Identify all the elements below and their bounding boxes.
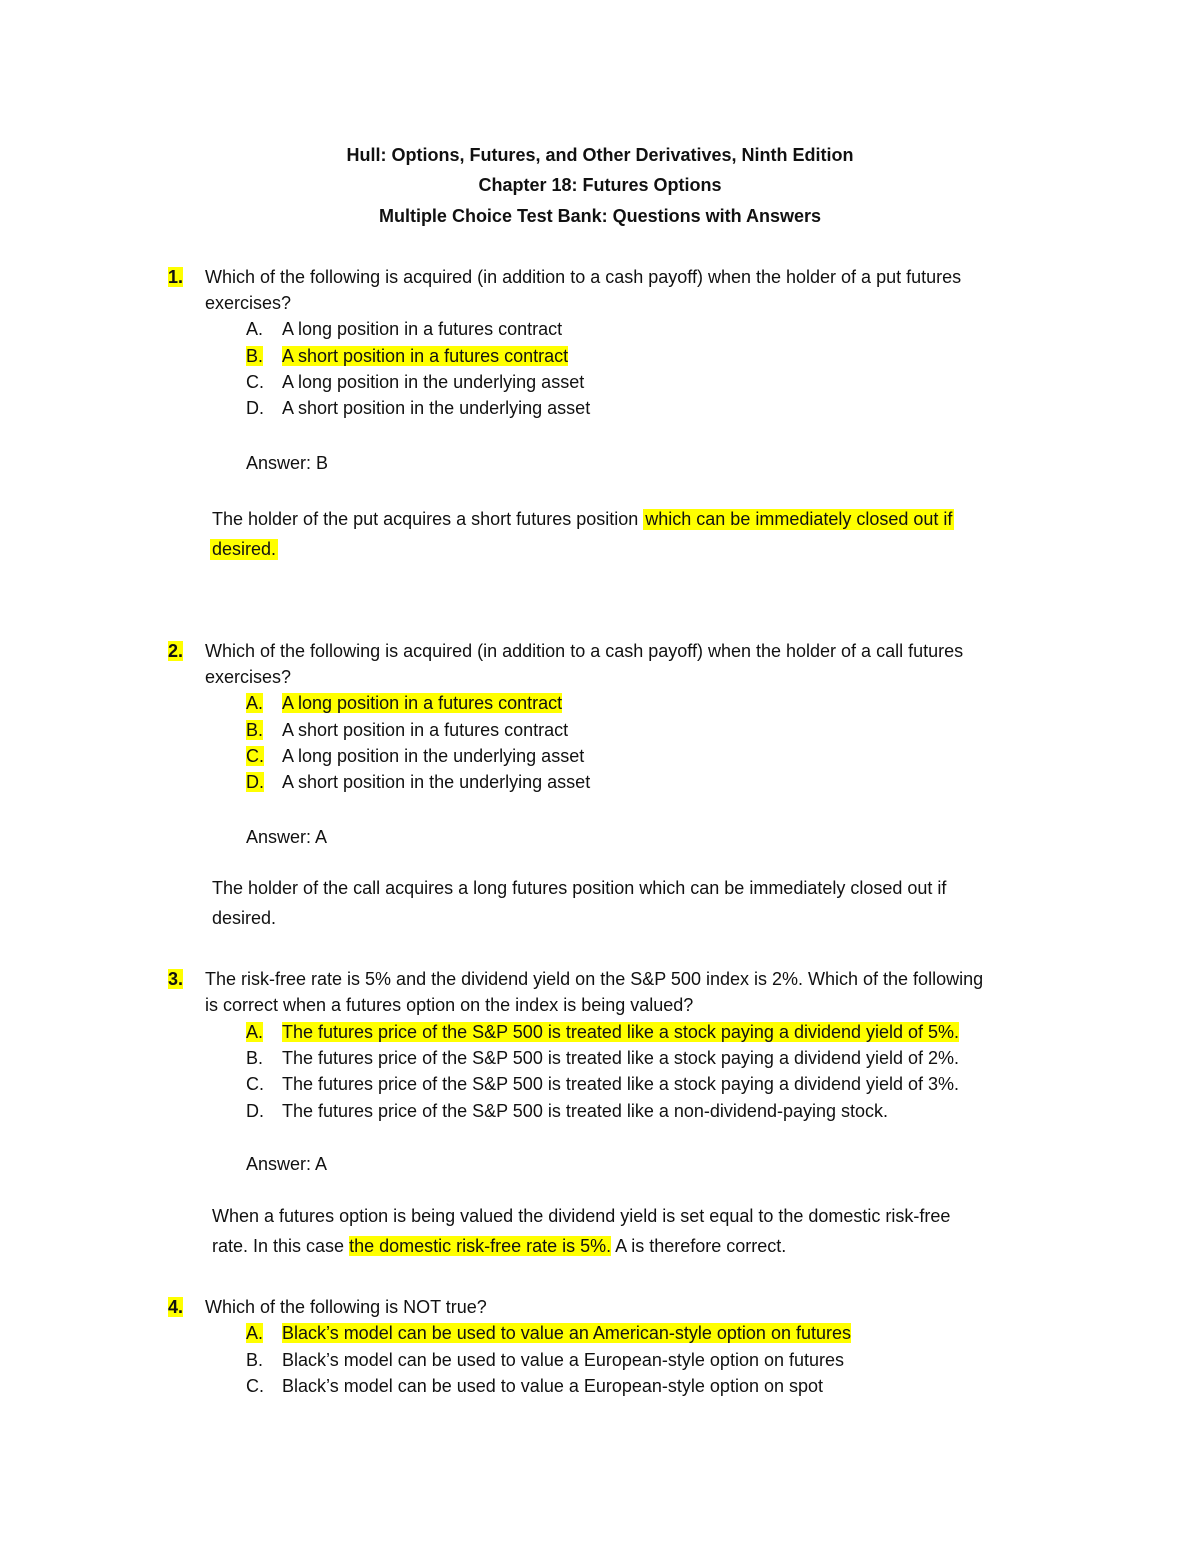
option-letter: B.	[246, 720, 264, 740]
answer-line: Answer: A	[246, 1154, 328, 1174]
question-number: 2.	[168, 641, 184, 661]
option-letter: B.	[246, 346, 264, 366]
question-stem: Which of the following is acquired (in addition to a cash payoff) when the holder of a call futures	[205, 641, 964, 661]
explanation-line: The holder of the call acquires a long futures position which can be immediately closed out if	[212, 878, 947, 898]
explanation-line: The holder of the put acquires a short futures position which can be immediately closed out if	[212, 509, 953, 529]
question-number: 3.	[168, 969, 184, 989]
explanation-line-cont: desired.	[212, 539, 277, 559]
option-text: A long position in the underlying asset	[282, 746, 585, 766]
question-stem-cont: exercises?	[205, 667, 292, 687]
option-text: The futures price of the S&P 500 is treated like a stock paying a dividend yield of 2%.	[282, 1048, 960, 1068]
option-letter: B.	[246, 1350, 264, 1370]
answer-line: Answer: B	[246, 453, 329, 473]
answer-line: Answer: A	[246, 827, 328, 847]
option-letter: A.	[246, 693, 264, 713]
option-text: A short position in a futures contract	[282, 720, 569, 740]
question-stem-cont: exercises?	[205, 293, 292, 313]
option-text: A long position in the underlying asset	[282, 372, 585, 392]
option-letter: C.	[246, 1376, 264, 1396]
option-text: A short position in the underlying asset	[282, 398, 591, 418]
option-text: Black’s model can be used to value a European-style option on spot	[282, 1376, 824, 1396]
chapter-title: Chapter 18: Futures Options	[478, 175, 722, 195]
option-text: A short position in the underlying asset	[282, 772, 591, 792]
option-letter: A.	[246, 1022, 264, 1042]
option-text: A long position in a futures contract	[282, 319, 563, 339]
document-title: Hull: Options, Futures, and Other Derivatives, Ninth Edition	[346, 145, 854, 165]
option-text: Black’s model can be used to value a European-style option on futures	[282, 1350, 845, 1370]
document-subtitle: Multiple Choice Test Bank: Questions with Answers	[378, 206, 822, 226]
explanation-line-cont: rate. In this case the domestic risk-free rate is 5%. A is therefore correct.	[212, 1236, 787, 1256]
option-text-correct: A short position in a futures contract	[282, 346, 569, 366]
option-text: The futures price of the S&P 500 is treated like a stock paying a dividend yield of 3%.	[282, 1074, 960, 1094]
option-letter: A.	[246, 319, 264, 339]
option-letter: B.	[246, 1048, 264, 1068]
explanation-line: When a futures option is being valued the dividend yield is set equal to the domestic risk-free	[212, 1206, 951, 1226]
option-text: The futures price of the S&P 500 is treated like a non-dividend-paying stock.	[282, 1101, 889, 1121]
explanation-line-cont: desired.	[212, 908, 277, 928]
question-stem: Which of the following is acquired (in addition to a cash payoff) when the holder of a put futures	[205, 267, 962, 287]
question-stem: Which of the following is NOT true?	[205, 1297, 487, 1317]
option-letter: D.	[246, 398, 264, 418]
option-letter: A.	[246, 1323, 264, 1343]
option-text-correct: The futures price of the S&P 500 is treated like a stock paying a dividend yield of 5%.	[282, 1022, 960, 1042]
option-letter: C.	[246, 372, 264, 392]
question-number: 1.	[168, 267, 184, 287]
option-letter: D.	[246, 1101, 264, 1121]
question-number: 4.	[168, 1297, 184, 1317]
question-stem: The risk-free rate is 5% and the dividend yield on the S&P 500 index is 2%. Which of the following	[205, 969, 984, 989]
question-stem-cont: is correct when a futures option on the index is being valued?	[205, 995, 694, 1015]
option-letter: C.	[246, 746, 264, 766]
option-text-correct: Black’s model can be used to value an American-style option on futures	[282, 1323, 851, 1343]
option-letter: D.	[246, 772, 264, 792]
option-letter: C.	[246, 1074, 264, 1094]
option-text-correct: A long position in a futures contract	[282, 693, 563, 713]
